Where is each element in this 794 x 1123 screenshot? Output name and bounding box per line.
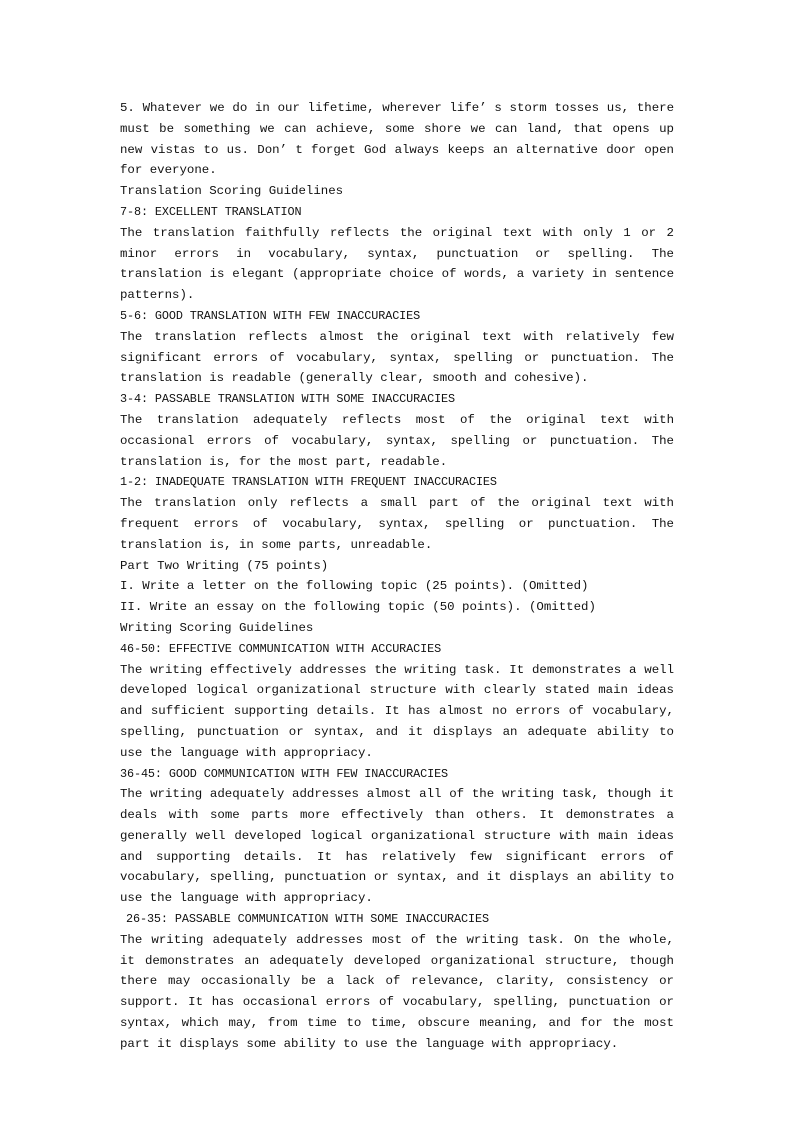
translation-level-body: The translation faithfully reflects the original text with only 1 or 2 minor errors in vocabulary, syntax, punctuation or spelling. The translation is elegant (appropriate choice of words, a variety in sentence patterns).: [120, 225, 674, 303]
translation-level-heading: 3-4: PASSABLE TRANSLATION WITH SOME INACCURACIES: [120, 392, 456, 407]
writing-level-heading: 26-35: PASSABLE COMMUNICATION WITH SOME INACCURACIES: [126, 912, 489, 927]
part-two-title: Part Two Writing (75 points): [120, 558, 329, 573]
translation-level-heading: 7-8: EXCELLENT TRANSLATION: [120, 204, 302, 219]
intro-paragraph: 5. Whatever we do in our lifetime, wherever life’ s storm tosses us, there must be something we can achieve, some shore we can land, that opens up new vistas to us. Don’ t forget God always keeps an alternative door open for everyone.: [120, 101, 674, 178]
translation-level-body: The translation reflects almost the original text with relatively few significant errors of vocabulary, syntax, spelling or punctuation. The translation is readable (generally clear, smooth and cohesive).: [120, 329, 674, 386]
translation-guidelines-title: Translation Scoring Guidelines: [120, 184, 344, 199]
writing-level-heading: 46-50: EFFECTIVE COMMUNICATION WITH ACCURACIES: [120, 641, 442, 656]
document-page: [120, 98, 674, 1055]
writing-level-heading: 36-45: GOOD COMMUNICATION WITH FEW INACCURACIES: [120, 766, 449, 781]
writing-guidelines-title: Writing Scoring Guidelines: [120, 620, 314, 635]
writing-task-essay: II. Write an essay on the following topic (50 points). (Omitted): [120, 600, 596, 615]
translation-level-body: The translation adequately reflects most of the original text with occasional errors of vocabulary, syntax, spelling or punctuation. The translation is, for the most part, readable.: [120, 412, 674, 469]
translation-level-heading: 5-6: GOOD TRANSLATION WITH FEW INACCURACIES: [120, 308, 421, 323]
translation-level-heading: 1-2: INADEQUATE TRANSLATION WITH FREQUENT INACCURACIES: [120, 475, 497, 490]
writing-task-letter: I. Write a letter on the following topic (25 points). (Omitted): [120, 579, 589, 594]
writing-level-body: The writing adequately addresses almost all of the writing task, though it deals with some parts more effectively than others. It demonstrates a generally well developed logical organizational structure with main ideas and supporting details. It has relatively few significant errors of vocabulary, spelling, punctuation or syntax, and it displays an ability to use the language with appropriacy.: [120, 787, 674, 906]
translation-level-body: The translation only reflects a small part of the original text with frequent errors of vocabulary, syntax, spelling or punctuation. The translation is, in some parts, unreadable.: [120, 496, 674, 552]
writing-level-body: The writing adequately addresses most of the writing task. On the whole, it demonstrates an adequately developed organizational structure, though there may occasionally be a lack of relevance, clarity, consistency or support. It has occasional errors of vocabulary, spelling, punctuation or syntax, which may, from time to time, obscure meaning, and for the most part it displays some ability to use the language with appropriacy.: [120, 932, 674, 1051]
writing-level-body: The writing effectively addresses the writing task. It demonstrates a well developed logical organizational structure with clearly stated main ideas and sufficient supporting details. It has almost no errors of vocabulary, spelling, punctuation or syntax, and it displays an adequate ability to use the language with appropriacy.: [120, 662, 674, 760]
